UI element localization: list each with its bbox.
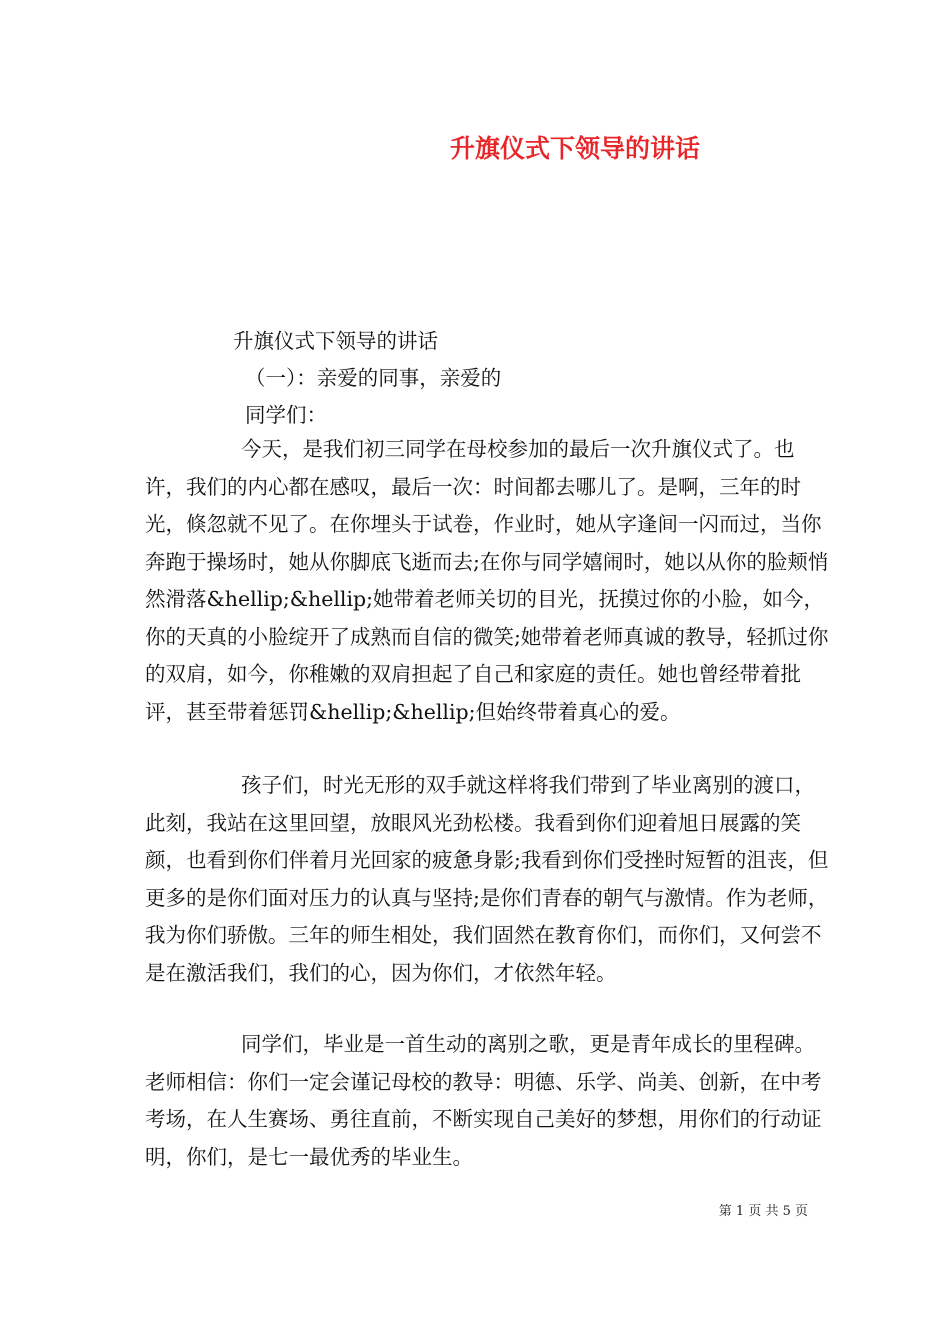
salutation: 同学们： [245, 403, 327, 427]
paragraph-3: 同学们，毕业是一首生动的离别之歌，更是青年成长的里程碑。老师相信：你们一定会谨记母校的教导：明德、乐学、尚美、创新，在中考考场，在人生赛场、勇往直前，不断实现自己美好的梦想，用你们的行动证明，你们，是七一最优秀的毕业生。 [145, 1032, 822, 1169]
page-number: 第 1 页 共 5 页 [718, 1204, 808, 1219]
section-heading: （一）：亲爱的同事，亲爱的 [245, 366, 502, 390]
paragraph-2: 孩子们，时光无形的双手就这样将我们带到了毕业离别的渡口，此刻，我站在这里回望，放眼风光劲松楼。我看到你们迎着旭日展露的笑颜，也看到你们伴着月光回家的疲惫身影;我看到你们受挫时短暂的沮丧，但更多的是你们面对压力的认真与坚持;是你们青春的朝气与激情。作为老师，我为你们骄傲。三年的师生相处，我们固然在教育你们，而你们，又何尝不是在激活我们，我们的心，因为你们，才依然年轻。 [145, 773, 829, 985]
page-title: 升旗仪式下领导的讲话 [449, 134, 700, 163]
paragraph-1: 今天，是我们初三同学在母校参加的最后一次升旗仪式了。也许，我们的内心都在感叹，最后一次：时间都去哪儿了。是啊，三年的时光，倏忽就不见了。在你埋头于试卷，作业时，她从字逢间一闪而过，当你奔跑于操场时，她从你脚底飞逝而去;在你与同学嬉闹时，她以从你的脸颊悄然滑落&hellip;&hellip;她带着老师关切的目光，抚摸过你的小脸，如今，你的天真的小脸绽开了成熟而自信的微笑;她带着老师真诚的教导，轻抓过你的双肩，如今，你稚嫩的双肩担起了自己和家庭的责任。她也曾经带着批评，甚至带着惩罚&hellip;&hellip;但始终带着真心的爱。 [145, 437, 829, 724]
document-subtitle: 升旗仪式下领导的讲话 [233, 329, 438, 353]
